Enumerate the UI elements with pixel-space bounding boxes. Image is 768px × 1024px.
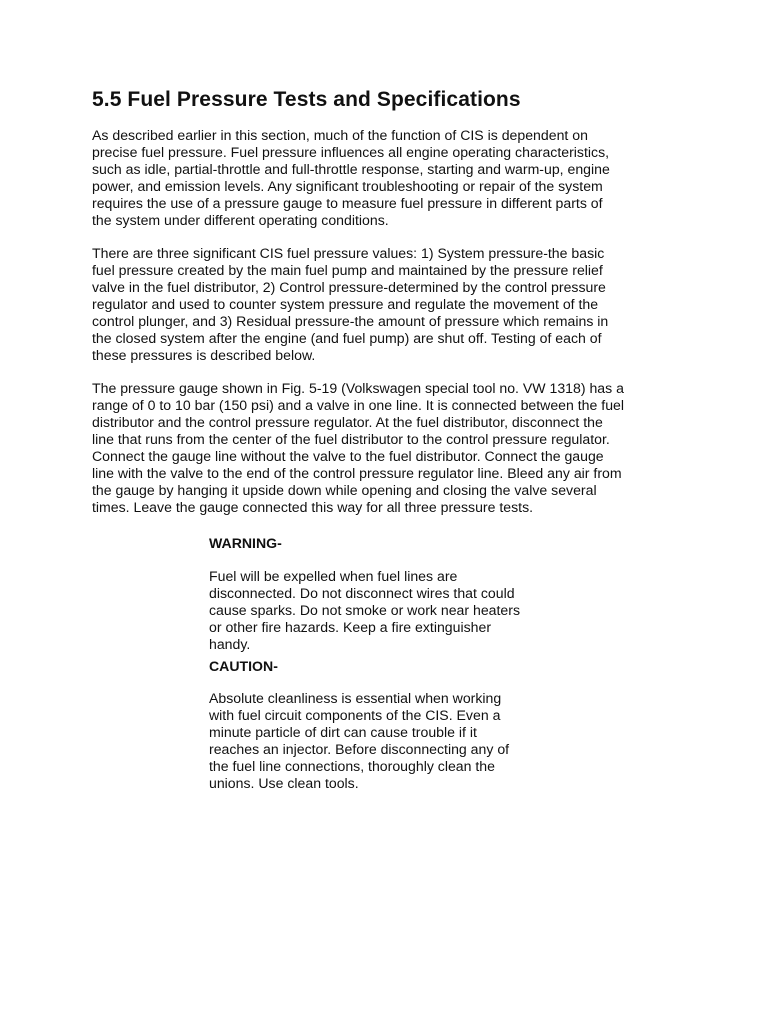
text-line: such as idle, partial-throttle and full-throttle response, starting and warm-up, engine — [92, 161, 610, 177]
text-line: distributor and the control pressure regulator. At the fuel distributor, disconnect the — [92, 414, 603, 430]
text-line: with fuel circuit components of the CIS. Even a — [209, 707, 501, 723]
text-line: the fuel line connections, thoroughly clean the — [209, 758, 495, 774]
warning-heading: WARNING- — [209, 535, 282, 551]
text-line: power, and emission levels. Any significant troubleshooting or repair of the system — [92, 178, 603, 194]
text-line: precise fuel pressure. Fuel pressure influences all engine operating characteristics, — [92, 144, 610, 160]
text-line: range of 0 to 10 bar (150 psi) and a valve in one line. It is connected between the fuel — [92, 397, 624, 413]
text-line: times. Leave the gauge connected this way for all three pressure tests. — [92, 499, 534, 515]
text-line: or other fire hazards. Keep a fire extinguisher — [209, 619, 492, 635]
paragraph-intro — [92, 127, 692, 229]
text-line: fuel pressure created by the main fuel pump and maintained by the pressure relief — [92, 262, 603, 278]
paragraph-pressure-gauge — [92, 380, 692, 516]
text-line: handy. — [209, 636, 251, 652]
text-line: line that runs from the center of the fuel distributor to the control pressure regulator. — [92, 431, 610, 447]
text-line: unions. Use clean tools. — [209, 775, 359, 791]
text-line: the system under different operating conditions. — [92, 212, 389, 228]
text-line: There are three significant CIS fuel pressure values: 1) System pressure-the basic — [92, 245, 605, 261]
text-line: The pressure gauge shown in Fig. 5-19 (Volkswagen special tool no. VW 1318) has a — [92, 380, 624, 396]
text-line: requires the use of a pressure gauge to measure fuel pressure in different parts of — [92, 195, 603, 211]
text-line: the gauge by hanging it upside down while opening and closing the valve several — [92, 482, 597, 498]
text-line: these pressures is described below. — [92, 347, 316, 363]
text-line: Absolute cleanliness is essential when working — [209, 690, 502, 706]
text-line: Fuel will be expelled when fuel lines are — [209, 568, 458, 584]
caution-heading: CAUTION- — [209, 658, 278, 674]
text-line: control plunger, and 3) Residual pressure-the amount of pressure which remains in — [92, 313, 609, 329]
warning-text — [209, 568, 569, 653]
text-line: valve in the fuel distributor, 2) Control pressure-determined by the control pressure — [92, 279, 606, 295]
text-line: As described earlier in this section, much of the function of CIS is dependent on — [92, 127, 588, 143]
section-title: 5.5 Fuel Pressure Tests and Specifications — [92, 88, 521, 111]
text-line: disconnected. Do not disconnect wires that could — [209, 585, 515, 601]
text-line: Connect the gauge line without the valve to the fuel distributor. Connect the gauge — [92, 448, 604, 464]
text-line: reaches an injector. Before disconnecting any of — [209, 741, 510, 757]
text-line: cause sparks. Do not smoke or work near heaters — [209, 602, 520, 618]
text-line: line with the valve to the end of the control pressure regulator line. Bleed any air from — [92, 465, 622, 481]
text-line: regulator and used to counter system pressure and regulate the movement of the — [92, 296, 599, 312]
caution-text — [209, 690, 569, 792]
text-line: minute particle of dirt can cause trouble if it — [209, 724, 477, 740]
paragraph-pressure-values — [92, 245, 692, 364]
text-line: the closed system after the engine (and fuel pump) are shut off. Testing of each of — [92, 330, 602, 346]
